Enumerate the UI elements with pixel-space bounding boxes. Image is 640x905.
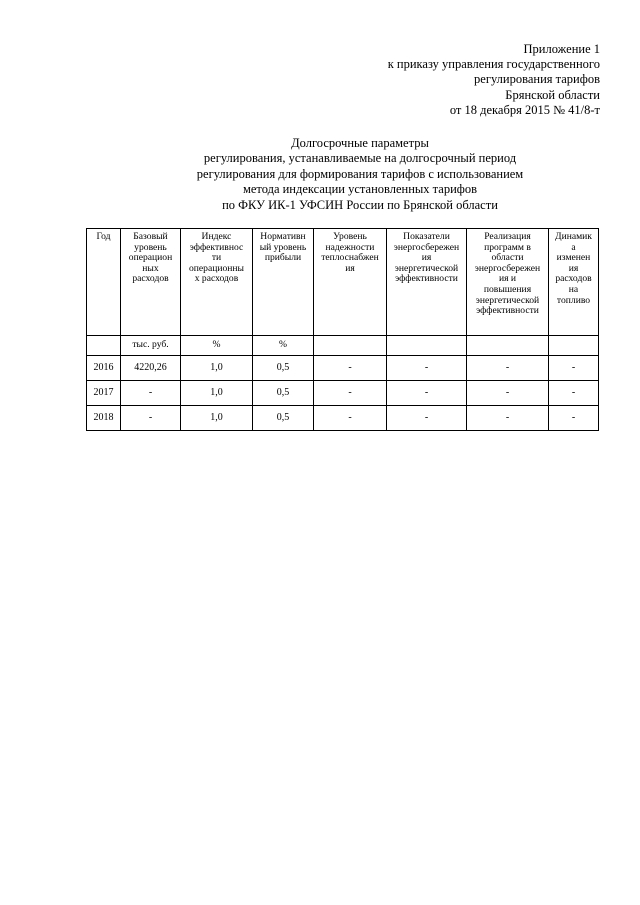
- unit-cell: [467, 336, 549, 356]
- header-line: к приказу управления государственного: [387, 57, 600, 72]
- table-cell: -: [387, 406, 467, 431]
- unit-cell: [549, 336, 599, 356]
- table-cell: -: [549, 381, 599, 406]
- table-row: [87, 406, 599, 431]
- header-line: от 18 декабря 2015 № 41/8-т: [449, 102, 600, 117]
- table-cell: -: [314, 381, 387, 406]
- appendix-header: [388, 42, 600, 118]
- title-line: регулирования для формирования тарифов с использованием: [196, 166, 524, 181]
- table-cell: 0,5: [253, 381, 314, 406]
- year-cell: 2018: [87, 406, 121, 431]
- table-cell: -: [549, 356, 599, 381]
- document-title: [100, 136, 620, 213]
- table-cell: -: [467, 381, 549, 406]
- table-cell: -: [387, 356, 467, 381]
- table-cell: -: [121, 381, 181, 406]
- table-row: [87, 356, 599, 381]
- table-cell: -: [467, 356, 549, 381]
- table-header-row: [87, 229, 599, 336]
- unit-cell: [387, 336, 467, 356]
- table-cell: 0,5: [253, 406, 314, 431]
- header-line: Брянской области: [505, 87, 600, 102]
- table-cell: -: [387, 381, 467, 406]
- column-header: Нормативн ый уровень прибыли: [253, 229, 314, 336]
- header-line: Приложение 1: [523, 42, 600, 56]
- column-header: Динамик а изменен ия расходов на топливо: [549, 229, 599, 336]
- title-line: по ФКУ ИК-1 УФСИН России по Брянской области: [222, 197, 498, 212]
- table-cell: 4220,26: [121, 356, 181, 381]
- column-header: Реализация программ в области энергосбережен ия и повышения энергетической эффективности: [467, 229, 549, 336]
- year-cell: 2016: [87, 356, 121, 381]
- title-line: метода индексации установленных тарифов: [242, 182, 478, 197]
- parameters-table: [86, 228, 599, 431]
- header-line: регулирования тарифов: [474, 72, 600, 87]
- title-line: регулирования, устанавливаемые на долгосрочный период: [203, 151, 517, 166]
- column-header: Показатели энергосбережен ия энергетической эффективности: [387, 229, 467, 336]
- table-units-row: [87, 336, 599, 356]
- unit-cell: %: [253, 336, 314, 356]
- year-cell: 2017: [87, 381, 121, 406]
- table-row: [87, 381, 599, 406]
- title-line: Долгосрочные параметры: [291, 136, 429, 150]
- column-header: Индекс эффективнос ти операционны х расходов: [181, 229, 253, 336]
- table-cell: -: [314, 406, 387, 431]
- unit-cell: [314, 336, 387, 356]
- unit-cell: [87, 336, 121, 356]
- table-cell: 1,0: [181, 406, 253, 431]
- unit-cell: тыс. руб.: [121, 336, 181, 356]
- column-header: Базовый уровень операцион ных расходов: [121, 229, 181, 336]
- table-cell: -: [467, 406, 549, 431]
- table-cell: 1,0: [181, 381, 253, 406]
- table-cell: -: [121, 406, 181, 431]
- table-cell: 1,0: [181, 356, 253, 381]
- table-cell: -: [549, 406, 599, 431]
- column-header: Уровень надежности теплоснабжен ия: [314, 229, 387, 336]
- unit-cell: %: [181, 336, 253, 356]
- table-cell: 0,5: [253, 356, 314, 381]
- table-cell: -: [314, 356, 387, 381]
- column-header: Год: [87, 229, 121, 336]
